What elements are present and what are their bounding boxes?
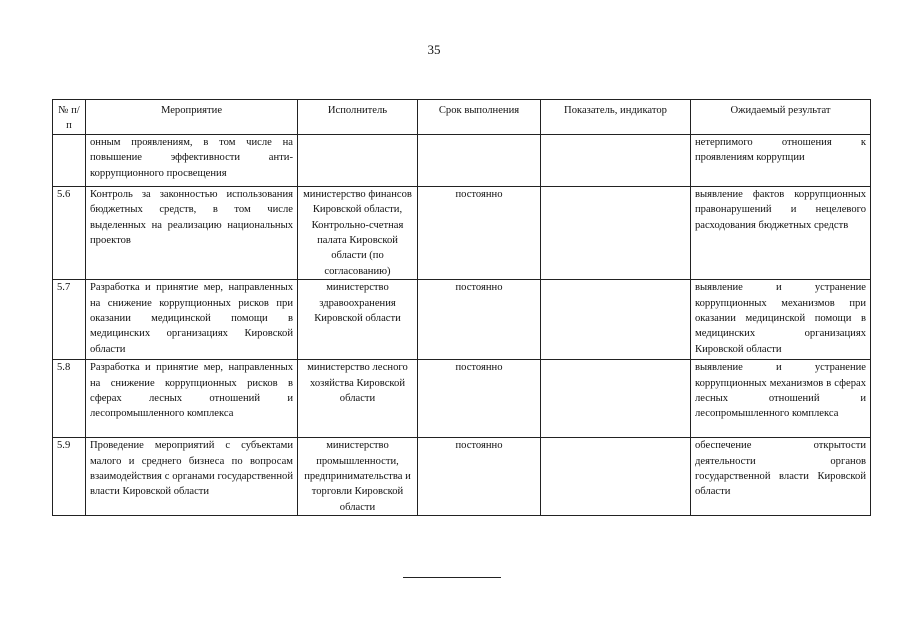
row-executor: министерство здравоохранения Кировской области xyxy=(298,280,418,360)
page-number: 35 xyxy=(427,42,441,57)
row-deadline: постоянно xyxy=(418,186,541,279)
row-number: 5.7 xyxy=(53,280,86,360)
row-result: выявление фактов коррупционных правонарушений и нецелевого расходования бюджетных средств xyxy=(691,186,871,279)
table-row xyxy=(53,438,871,516)
row-number: 5.9 xyxy=(53,438,86,516)
row-activity: онным проявлениям, в том числе на повышение эффективности анти-коррупционного просвещения xyxy=(86,134,298,186)
row-executor: министерство лесного хозяйства Кировской области xyxy=(298,360,418,438)
row-number: 5.6 xyxy=(53,186,86,279)
row-number: 5.8 xyxy=(53,360,86,438)
header-executor: Исполнитель xyxy=(298,100,418,135)
row-indicator xyxy=(541,360,691,438)
row-indicator xyxy=(541,438,691,516)
row-deadline xyxy=(418,134,541,186)
row-result: выявление и устранение коррупционных механизмов в сферах лесных отношений и лесопромышленного комплекса xyxy=(691,360,871,438)
table-row xyxy=(53,360,871,438)
row-activity: Разработка и принятие мер, направленных на снижение коррупционных рисков при оказании медицинской помощи в медицинских организациях Кировской области xyxy=(86,280,298,360)
row-indicator xyxy=(541,280,691,360)
row-activity: Проведение мероприятий с субъектами малого и среднего бизнеса по вопросам взаимодействия с органами государственной власти Кировской области xyxy=(86,438,298,516)
row-result: нетерпимого отношения к проявлениям коррупции xyxy=(691,134,871,186)
row-executor xyxy=(298,134,418,186)
table-row xyxy=(53,280,871,360)
row-deadline: постоянно xyxy=(418,280,541,360)
row-result: обеспечение открытости деятельности органов государственной власти Кировской области xyxy=(691,438,871,516)
header-activity: Мероприятие xyxy=(86,100,298,135)
table-row xyxy=(53,186,871,279)
header-result: Ожидаемый результат xyxy=(691,100,871,135)
table-header-row xyxy=(53,100,871,135)
row-deadline: постоянно xyxy=(418,438,541,516)
header-deadline: Срок выполнения xyxy=(418,100,541,135)
row-activity: Разработка и принятие мер, направленных на снижение коррупционных рисков в сферах лесных отношений и лесопромышленного комплекса xyxy=(86,360,298,438)
table-row xyxy=(53,134,871,186)
row-number xyxy=(53,134,86,186)
row-indicator xyxy=(541,186,691,279)
measures-table xyxy=(52,99,871,516)
row-result: выявление и устранение коррупционных механизмов при оказании медицинской помощи в медицинских организациях Кировской области xyxy=(691,280,871,360)
header-indicator: Показатель, индикатор xyxy=(541,100,691,135)
header-num: № п/п xyxy=(53,100,86,135)
row-deadline: постоянно xyxy=(418,360,541,438)
row-indicator xyxy=(541,134,691,186)
row-executor: министерство промышленности, предпринимательства и торговли Кировской области xyxy=(298,438,418,516)
footer-divider xyxy=(403,577,501,578)
row-executor: министерство финансов Кировской области, Контрольно-счетная палата Кировской области (по согласованию) xyxy=(298,186,418,279)
row-activity: Контроль за законностью использования бюджетных средств, в том числе выделенных на реализацию национальных проектов xyxy=(86,186,298,279)
